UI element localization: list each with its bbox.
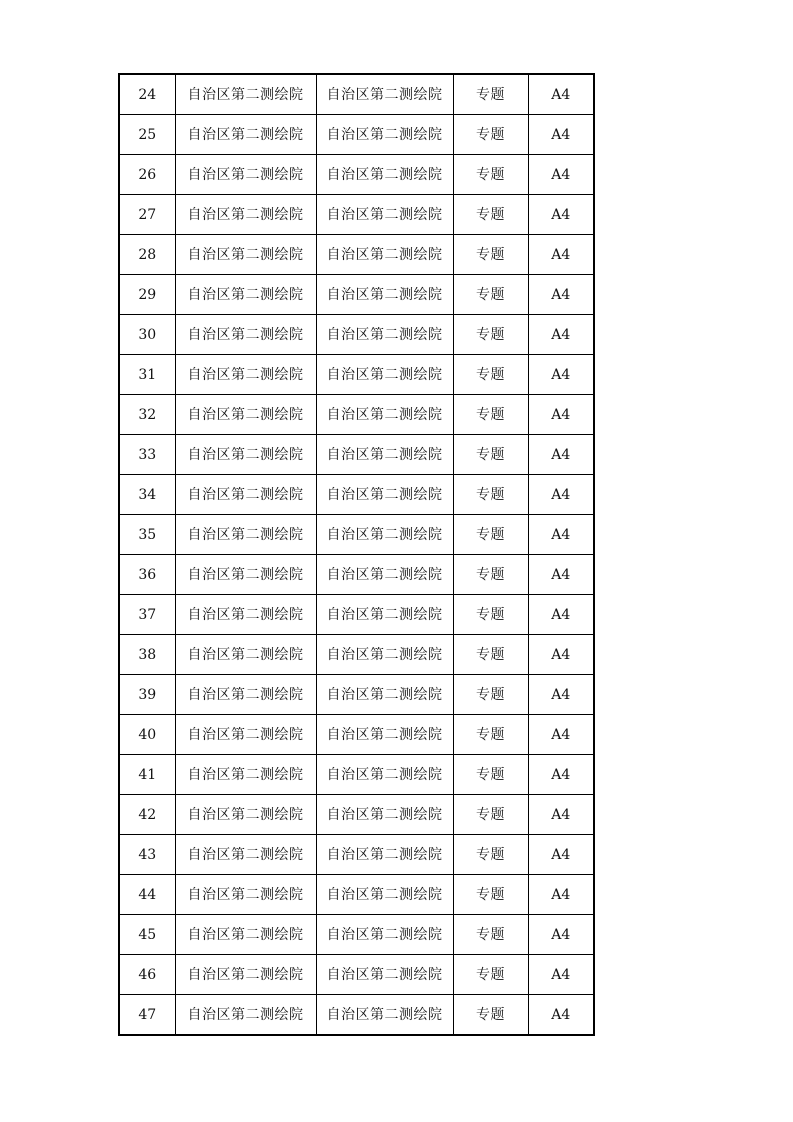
row-number-cell: 29 [119,275,175,315]
table-row [119,475,594,515]
row-number-cell: 28 [119,235,175,275]
paper-size-cell: A4 [528,74,594,115]
row-number-cell: 47 [119,995,175,1036]
type-cell: 专题 [453,755,528,795]
row-number-cell: 37 [119,595,175,635]
table-body [119,74,594,1035]
row-number-cell: 32 [119,395,175,435]
row-number-cell: 38 [119,635,175,675]
producer-cell: 自治区第二测绘院 [316,995,453,1036]
type-cell: 专题 [453,955,528,995]
unit-cell: 自治区第二测绘院 [175,595,316,635]
type-cell: 专题 [453,675,528,715]
table-row [119,755,594,795]
producer-cell: 自治区第二测绘院 [316,235,453,275]
producer-cell: 自治区第二测绘院 [316,355,453,395]
producer-cell: 自治区第二测绘院 [316,475,453,515]
table-row [119,435,594,475]
paper-size-cell: A4 [528,795,594,835]
row-number-cell: 42 [119,795,175,835]
paper-size-cell: A4 [528,515,594,555]
type-cell: 专题 [453,395,528,435]
type-cell: 专题 [453,995,528,1036]
table-row [119,675,594,715]
producer-cell: 自治区第二测绘院 [316,395,453,435]
table-row [119,715,594,755]
paper-size-cell: A4 [528,955,594,995]
producer-cell: 自治区第二测绘院 [316,195,453,235]
table-row [119,995,594,1036]
table-row [119,635,594,675]
row-number-cell: 24 [119,74,175,115]
paper-size-cell: A4 [528,395,594,435]
table-row [119,155,594,195]
row-number-cell: 40 [119,715,175,755]
unit-cell: 自治区第二测绘院 [175,515,316,555]
unit-cell: 自治区第二测绘院 [175,715,316,755]
unit-cell: 自治区第二测绘院 [175,915,316,955]
unit-cell: 自治区第二测绘院 [175,995,316,1036]
paper-size-cell: A4 [528,355,594,395]
type-cell: 专题 [453,435,528,475]
paper-size-cell: A4 [528,315,594,355]
paper-size-cell: A4 [528,435,594,475]
row-number-cell: 34 [119,475,175,515]
type-cell: 专题 [453,235,528,275]
producer-cell: 自治区第二测绘院 [316,755,453,795]
producer-cell: 自治区第二测绘院 [316,915,453,955]
table-row [119,515,594,555]
unit-cell: 自治区第二测绘院 [175,315,316,355]
type-cell: 专题 [453,315,528,355]
table-row [119,915,594,955]
row-number-cell: 30 [119,315,175,355]
type-cell: 专题 [453,515,528,555]
unit-cell: 自治区第二测绘院 [175,275,316,315]
row-number-cell: 25 [119,115,175,155]
paper-size-cell: A4 [528,115,594,155]
producer-cell: 自治区第二测绘院 [316,155,453,195]
paper-size-cell: A4 [528,755,594,795]
type-cell: 专题 [453,795,528,835]
data-table [118,73,595,1036]
unit-cell: 自治区第二测绘院 [175,555,316,595]
table-row [119,115,594,155]
paper-size-cell: A4 [528,595,594,635]
type-cell: 专题 [453,715,528,755]
table-row [119,74,594,115]
unit-cell: 自治区第二测绘院 [175,395,316,435]
producer-cell: 自治区第二测绘院 [316,875,453,915]
table-row [119,355,594,395]
type-cell: 专题 [453,595,528,635]
unit-cell: 自治区第二测绘院 [175,475,316,515]
row-number-cell: 35 [119,515,175,555]
producer-cell: 自治区第二测绘院 [316,435,453,475]
row-number-cell: 36 [119,555,175,595]
type-cell: 专题 [453,195,528,235]
producer-cell: 自治区第二测绘院 [316,955,453,995]
paper-size-cell: A4 [528,715,594,755]
producer-cell: 自治区第二测绘院 [316,795,453,835]
unit-cell: 自治区第二测绘院 [175,835,316,875]
unit-cell: 自治区第二测绘院 [175,74,316,115]
type-cell: 专题 [453,635,528,675]
producer-cell: 自治区第二测绘院 [316,115,453,155]
table-row [119,315,594,355]
paper-size-cell: A4 [528,195,594,235]
row-number-cell: 33 [119,435,175,475]
unit-cell: 自治区第二测绘院 [175,355,316,395]
type-cell: 专题 [453,355,528,395]
unit-cell: 自治区第二测绘院 [175,115,316,155]
paper-size-cell: A4 [528,675,594,715]
paper-size-cell: A4 [528,875,594,915]
producer-cell: 自治区第二测绘院 [316,675,453,715]
table-row [119,195,594,235]
unit-cell: 自治区第二测绘院 [175,755,316,795]
type-cell: 专题 [453,835,528,875]
unit-cell: 自治区第二测绘院 [175,195,316,235]
row-number-cell: 45 [119,915,175,955]
type-cell: 专题 [453,555,528,595]
row-number-cell: 31 [119,355,175,395]
producer-cell: 自治区第二测绘院 [316,635,453,675]
unit-cell: 自治区第二测绘院 [175,875,316,915]
type-cell: 专题 [453,155,528,195]
row-number-cell: 43 [119,835,175,875]
paper-size-cell: A4 [528,635,594,675]
paper-size-cell: A4 [528,915,594,955]
producer-cell: 自治区第二测绘院 [316,315,453,355]
producer-cell: 自治区第二测绘院 [316,835,453,875]
type-cell: 专题 [453,275,528,315]
unit-cell: 自治区第二测绘院 [175,795,316,835]
unit-cell: 自治区第二测绘院 [175,955,316,995]
paper-size-cell: A4 [528,235,594,275]
producer-cell: 自治区第二测绘院 [316,275,453,315]
row-number-cell: 26 [119,155,175,195]
unit-cell: 自治区第二测绘院 [175,235,316,275]
table-row [119,875,594,915]
table-row [119,835,594,875]
unit-cell: 自治区第二测绘院 [175,435,316,475]
type-cell: 专题 [453,915,528,955]
paper-size-cell: A4 [528,835,594,875]
type-cell: 专题 [453,475,528,515]
paper-size-cell: A4 [528,475,594,515]
unit-cell: 自治区第二测绘院 [175,635,316,675]
row-number-cell: 41 [119,755,175,795]
producer-cell: 自治区第二测绘院 [316,74,453,115]
type-cell: 专题 [453,74,528,115]
paper-size-cell: A4 [528,155,594,195]
producer-cell: 自治区第二测绘院 [316,595,453,635]
producer-cell: 自治区第二测绘院 [316,555,453,595]
table-row [119,395,594,435]
unit-cell: 自治区第二测绘院 [175,155,316,195]
table-row [119,235,594,275]
table-row [119,955,594,995]
paper-size-cell: A4 [528,995,594,1036]
type-cell: 专题 [453,875,528,915]
producer-cell: 自治区第二测绘院 [316,715,453,755]
table-row [119,595,594,635]
type-cell: 专题 [453,115,528,155]
row-number-cell: 46 [119,955,175,995]
table-row [119,795,594,835]
row-number-cell: 44 [119,875,175,915]
unit-cell: 自治区第二测绘院 [175,675,316,715]
paper-size-cell: A4 [528,555,594,595]
row-number-cell: 27 [119,195,175,235]
row-number-cell: 39 [119,675,175,715]
paper-size-cell: A4 [528,275,594,315]
table-row [119,275,594,315]
producer-cell: 自治区第二测绘院 [316,515,453,555]
table-row [119,555,594,595]
